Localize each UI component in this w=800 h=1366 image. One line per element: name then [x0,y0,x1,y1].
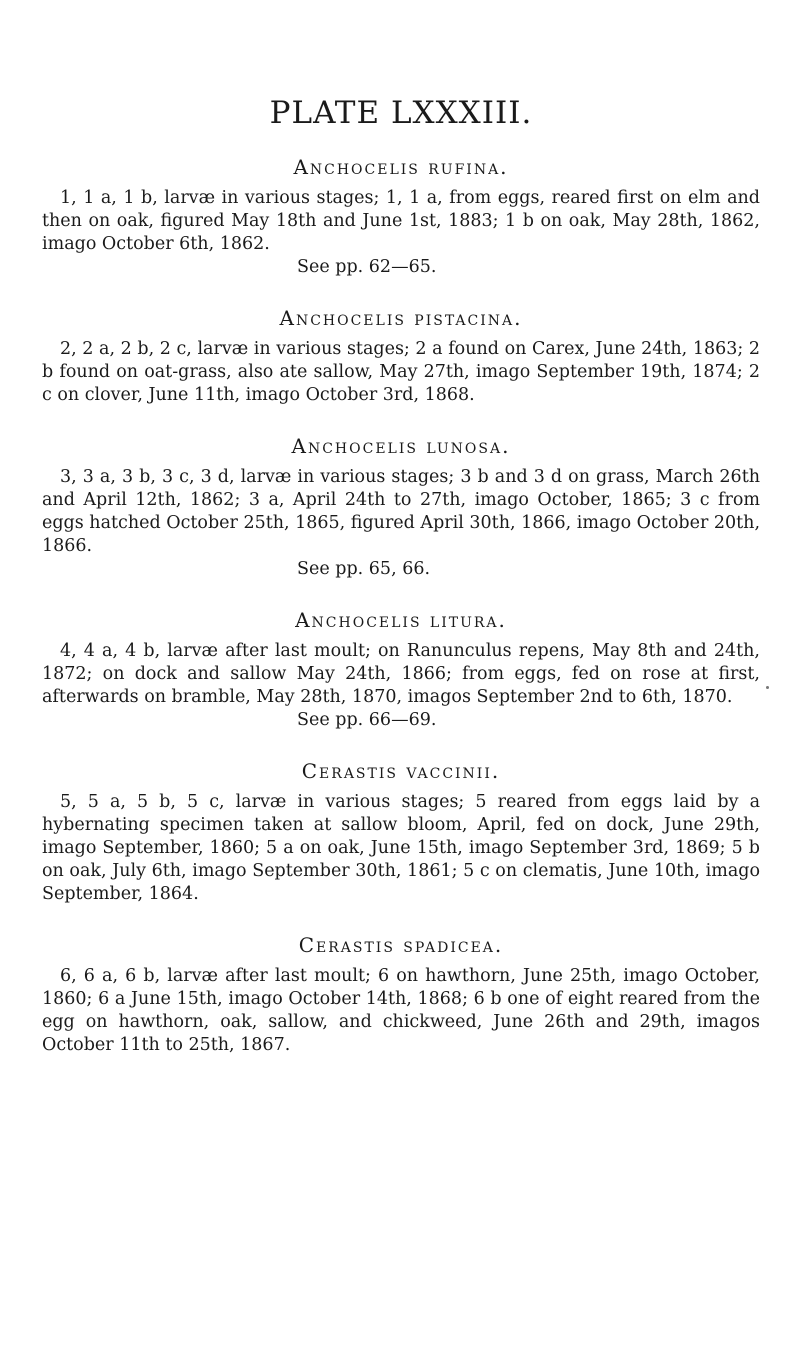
section-anchocelis-litura [42,608,760,732]
section-text: 3, 3 a, 3 b, 3 c, 3 d, larvæ in various stages; 3 b and 3 d on grass, March 26th and April 12th, 1862; 3 a, April 24th to 27th, imago October, 1865; 3 c from eggs hatched October 25th, 1865, figured April 30th, 1866, imago October 20th, 1866. [42,467,761,556]
plate-title: PLATE LXXXIII. [269,95,533,131]
paper-speck [766,686,769,689]
section-text: 4, 4 a, 4 b, larvæ after last moult; on Ranunculus repens, May 8th and 24th, 1872; on dock and sallow May 24th, 1866; from eggs, fed on rose at first, afterwards on bramble, May 28th, 1870, imagos September 2nd to 6th, 1870. [42,641,760,707]
section-text: 2, 2 a, 2 b, 2 c, larvæ in various stages; 2 a found on Carex, June 24th, 1863; 2 b found on oat-grass, also ate sallow, May 27th, imago September 19th, 1874; 2 c on clover, June 11th, imago October 3rd, 1868. [42,339,760,405]
section-text: 1, 1 a, 1 b, larvæ in various stages; 1, 1 a, from eggs, reared first on elm and then on oak, figured May 18th and June 1st, 1883; 1 b on oak, May 28th, 1862, imago October 6th, 1862. [42,188,760,254]
section-text: 6, 6 a, 6 b, larvæ after last moult; 6 on hawthorn, June 25th, imago October, 1860; 6 a June 15th, imago October 14th, 1868; 6 b one of eight reared from the egg on hawthorn, oak, sallow, and chickweed, June 26th and 29th, imagos October 11th to 25th, 1867. [42,966,760,1055]
plate-page [42,95,760,1084]
page-reference: See pp. 65, 66. [297,559,431,579]
section-anchocelis-lunosa [42,434,760,581]
section-heading: Anchocelis litura. [295,608,507,632]
section-heading: Anchocelis pistacina. [279,306,523,330]
page-reference: See pp. 66—69. [297,710,437,730]
section-cerastis-vaccinii [42,759,760,906]
section-heading: Anchocelis rufina. [293,155,509,179]
page-reference: See pp. 62—65. [297,257,437,277]
section-heading: Cerastis spadicea. [298,933,504,957]
section-text: 5, 5 a, 5 b, 5 c, larvæ in various stages; 5 reared from eggs laid by a hybernating specimen taken at sallow bloom, April, fed on dock, June 29th, imago September, 1860; 5 a on oak, June 15th, imago September 3rd, 1869; 5 b on oak, July 6th, imago September 30th, 1861; 5 c on clematis, June 10th, imago September, 1864. [42,792,760,904]
section-cerastis-spadicea [42,933,760,1057]
section-anchocelis-rufina [42,155,760,279]
section-heading: Cerastis vaccinii. [301,759,501,783]
section-heading: Anchocelis lunosa. [291,434,511,458]
section-anchocelis-pistacina [42,306,760,407]
